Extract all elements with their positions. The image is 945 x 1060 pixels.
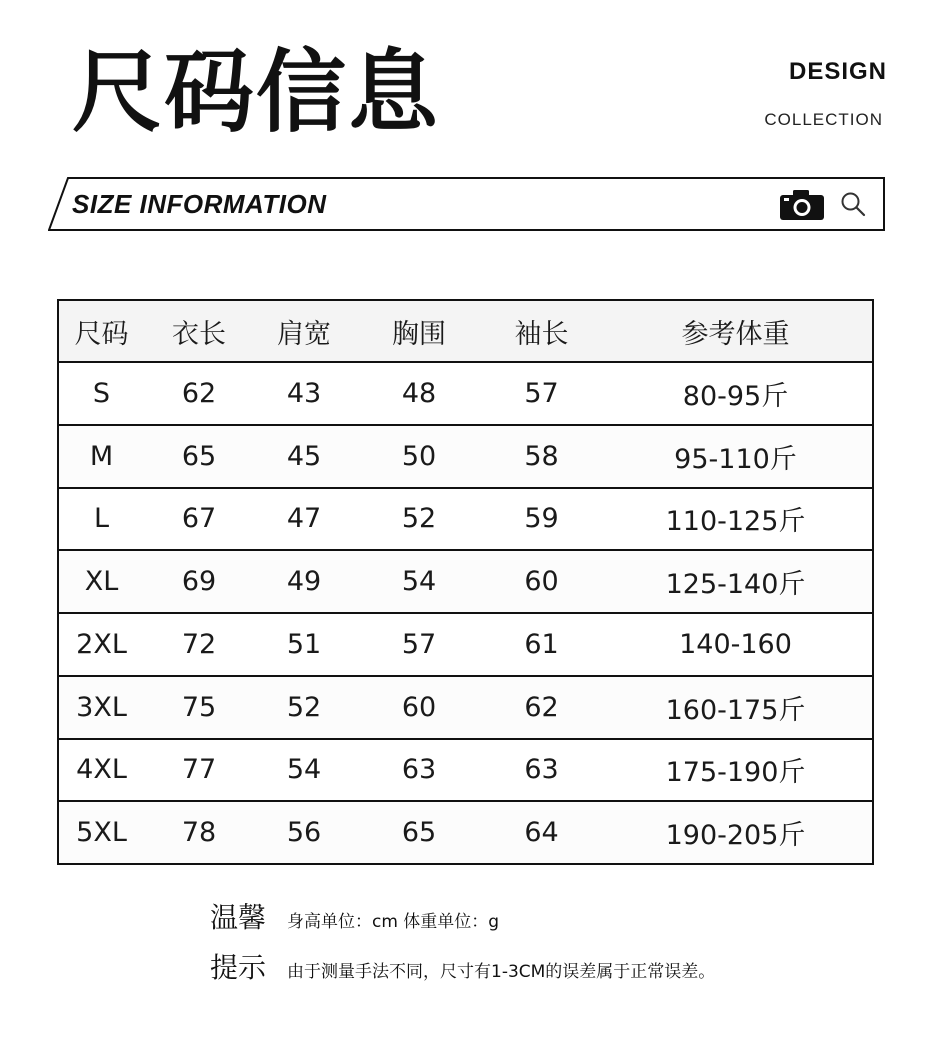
- cell-length: 62: [144, 362, 254, 425]
- cell-shoulder: 52: [254, 676, 354, 739]
- cell-chest: 50: [354, 425, 484, 488]
- table-header-row: [58, 300, 873, 362]
- table-row: [58, 613, 873, 676]
- cell-chest: 48: [354, 362, 484, 425]
- cell-size: 5XL: [58, 801, 144, 864]
- cell-weight: 160-175斤: [599, 676, 873, 739]
- brand-collection-text: COLLECTION: [764, 110, 883, 129]
- notes-label-warm: 温馨: [210, 901, 267, 934]
- cell-weight: 175-190斤: [599, 739, 873, 802]
- cell-length: 78: [144, 801, 254, 864]
- notes-label-tip: 提示: [210, 951, 267, 984]
- table-row: [58, 739, 873, 802]
- size-chart-table: [57, 299, 874, 865]
- cell-shoulder: 45: [254, 425, 354, 488]
- size-information-banner: [48, 177, 885, 231]
- cell-length: 72: [144, 613, 254, 676]
- cell-weight: 125-140斤: [599, 550, 873, 613]
- camera-icon[interactable]: [779, 189, 825, 221]
- cell-weight: 190-205斤: [599, 801, 873, 864]
- cell-length: 69: [144, 550, 254, 613]
- cell-shoulder: 47: [254, 488, 354, 551]
- notes-units-text: 身高单位：cm 体重单位：g: [287, 912, 500, 932]
- cell-sleeve: 60: [484, 550, 599, 613]
- table-row: [58, 488, 873, 551]
- table-row: [58, 425, 873, 488]
- cell-sleeve: 64: [484, 801, 599, 864]
- cell-length: 65: [144, 425, 254, 488]
- cell-shoulder: 43: [254, 362, 354, 425]
- table-row: [58, 801, 873, 864]
- cell-chest: 65: [354, 801, 484, 864]
- cell-shoulder: 56: [254, 801, 354, 864]
- cell-shoulder: 54: [254, 739, 354, 802]
- header-length: 衣长: [144, 300, 254, 362]
- cell-length: 67: [144, 488, 254, 551]
- cell-sleeve: 62: [484, 676, 599, 739]
- search-icon[interactable]: [840, 191, 866, 217]
- cell-shoulder: 49: [254, 550, 354, 613]
- brand-design-text: DESIGN: [788, 58, 887, 85]
- cell-chest: 60: [354, 676, 484, 739]
- cell-chest: 52: [354, 488, 484, 551]
- header-size: 尺码: [58, 300, 144, 362]
- cell-chest: 57: [354, 613, 484, 676]
- cell-size: S: [58, 362, 144, 425]
- header-weight: 参考体重: [599, 300, 873, 362]
- cell-chest: 63: [354, 739, 484, 802]
- header-shoulder: 肩宽: [254, 300, 354, 362]
- cell-size: M: [58, 425, 144, 488]
- cell-sleeve: 61: [484, 613, 599, 676]
- cell-length: 75: [144, 676, 254, 739]
- cell-sleeve: 57: [484, 362, 599, 425]
- cell-size: XL: [58, 550, 144, 613]
- cell-size: 4XL: [58, 739, 144, 802]
- cell-chest: 54: [354, 550, 484, 613]
- cell-length: 77: [144, 739, 254, 802]
- header-sleeve: 袖长: [484, 300, 599, 362]
- cell-sleeve: 58: [484, 425, 599, 488]
- cell-size: 2XL: [58, 613, 144, 676]
- table-row: [58, 676, 873, 739]
- cell-weight: 140-160: [599, 613, 873, 676]
- cell-size: L: [58, 488, 144, 551]
- cell-sleeve: 59: [484, 488, 599, 551]
- cell-size: 3XL: [58, 676, 144, 739]
- table-row: [58, 362, 873, 425]
- cell-weight: 80-95斤: [599, 362, 873, 425]
- cell-shoulder: 51: [254, 613, 354, 676]
- header-chest: 胸围: [354, 300, 484, 362]
- table-row: [58, 550, 873, 613]
- cell-weight: 110-125斤: [599, 488, 873, 551]
- page-title: 尺码信息: [72, 40, 440, 145]
- cell-sleeve: 63: [484, 739, 599, 802]
- notes-error-text: 由于测量手法不同，尺寸有1-3CM的误差属于正常误差。: [287, 962, 716, 982]
- cell-weight: 95-110斤: [599, 425, 873, 488]
- banner-label: SIZE INFORMATION: [72, 189, 327, 219]
